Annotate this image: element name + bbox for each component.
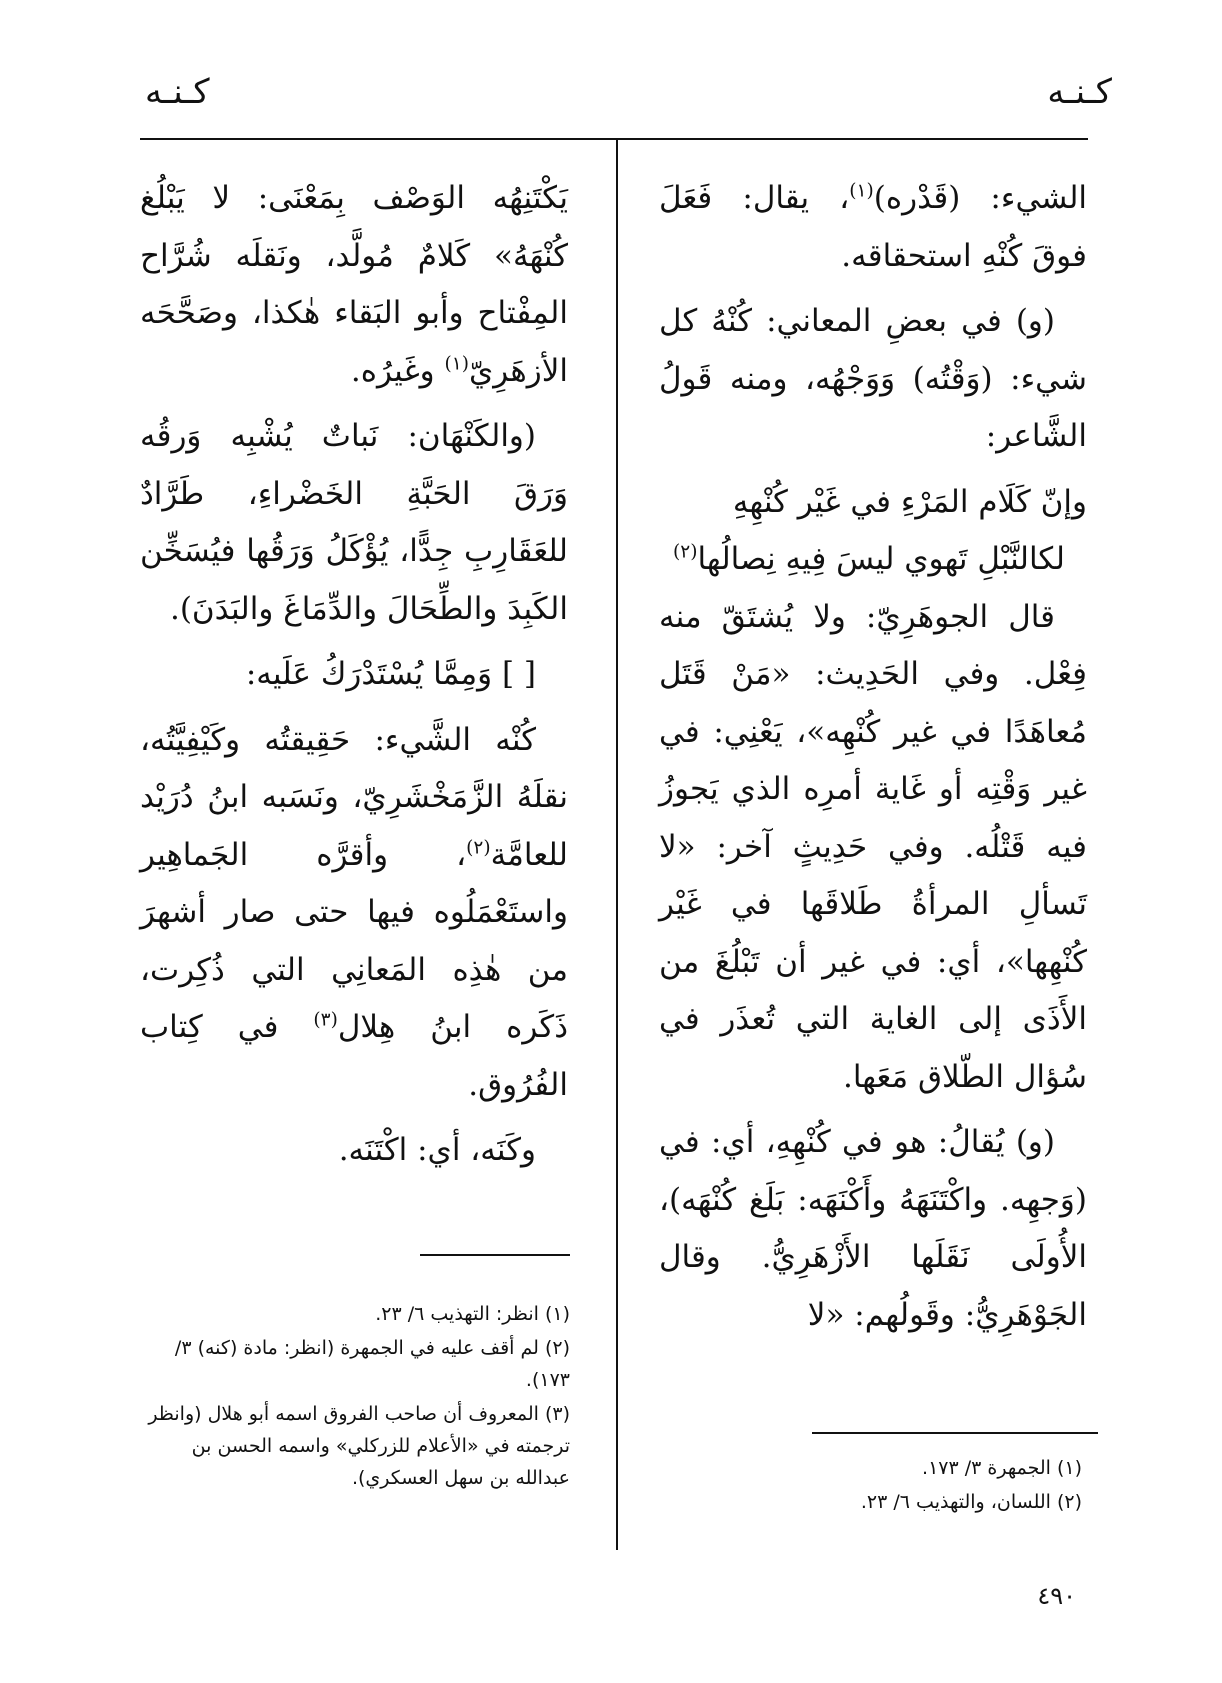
footnotes-left [140,1298,570,1496]
footnote-rule-left [420,1254,570,1256]
footnote-item [662,1486,1082,1518]
footnote-item [662,1452,1082,1484]
left-p4-text: كُنْه الشَّيء: حَقِيقتُه وكَيْفِيَّتُه، نقلَهُ الزَّمَخْشَرِيّ، ونَسَبه ابنُ دُرَيْد للعامَّة [140,721,568,873]
left-paragraph-1 [140,170,568,400]
right-paragraph-2: (و) في بعضِ المعاني: كُنْهُ كل شيء: (وَقْتُه) وَوَجْهُه، ومنه قَولُ الشَّاعر: [659,303,1087,454]
running-header-right: كـنـه [1047,72,1112,112]
footnotes-right [662,1452,1082,1520]
footnote-item [140,1332,570,1396]
right-paragraph-4: (و) يُقالُ: هو في كُنْهِهِ، أي: في (وَجهِه. واكْتَنَهَهُ وأَكْنَهَه: بَلَغ كُنْهَه)، الأُولَى نَقَلَها الأَزْهَرِيُّ. وقال الجَوْهَرِيُّ: وقَولُهم: «لا [659,1124,1087,1333]
footnote-number: (٢) [544,1337,570,1359]
right-column [659,170,1087,1352]
footnote-text: الجمهرة ٣/ ١٧٣. [922,1457,1051,1479]
left-paragraph-2: (والكَنْهَان: نَباتٌ يُشْبِه وَرقُه وَرَقَ الحَبَّةِ الخَضْراءِ، طَرَّادٌ للعَقَارِبِ جِدًّا، يُؤْكَلُ وَرَقُها فيُسَخِّن الكَبِدَ والطِّحَالَ والدِّمَاغَ والبَدَنَ). [140,418,568,627]
left-paragraph-4 [140,712,568,1115]
footnote-text: اللسان، والتهذيب ٦/ ٢٣. [860,1491,1051,1513]
footnote-number: (٣) [544,1403,570,1425]
right-p1-rest: ، يقال: فَعَلَ فوقَ كُنْهِ استحقاقه. [659,180,1087,274]
left-p1-rest: وغَيرُه. [350,352,445,389]
right-paragraph-1 [659,170,1087,285]
footnote-rule-right [812,1432,1098,1434]
footnote-ref[interactable]: (١) [849,180,874,202]
left-column [140,170,568,1188]
left-p4-mid: ، وأقرَّه الجَماهِير واستَعْمَلُوه فيها حتى صار أشهرَ من هٰذِه المَعانِي التي ذُكِرت، ذَكَره ابنُ هِلال [140,836,568,1045]
left-paragraph-3: [ ] وَمِمَّا يُسْتَدْرَكُ عَلَيه: [245,656,536,692]
footnote-number: (١) [1056,1457,1082,1479]
right-paragraph-3: قال الجوهَرِيّ: ولا يُشتَقّ منه فِعْل. وفي الحَدِيث: «مَنْ قَتَل مُعاهَدًا في غير كُنْهِه»، يَعْنِي: في غير وَقْتِه أو غَاية أمرِه الذي يَجوزُ فيه قَتْلُه. وفي حَدِيثٍ آخر: «لا تَسألِ المرأةُ طَلاقَها في غَيْر كُنْهِها»، أي: في غير أن تَبْلُغَ من الأَذَى إلى الغاية التي تُعذَر في سُؤال الطّلاق مَعَها. [659,598,1087,1095]
footnote-text: انظر: التهذيب ٦/ ٢٣. [375,1303,539,1325]
footnote-item [140,1398,570,1494]
verse-line-2 [659,531,1087,589]
right-p1-text: الشيء: (قَدْره) [873,180,1088,216]
left-p4-rest: في كِتاب الفُرُوق. [140,1009,568,1103]
footnote-text: المعروف أن صاحب الفروق اسمه أبو هلال (وانظر ترجمته في «الأعلام للزركلي» واسمه الحسن بن عبدالله بن سهل العسكري). [148,1403,570,1489]
header-rule [140,138,1088,140]
column-divider [616,140,618,1550]
running-header-left: كـنـه [145,72,210,112]
footnote-ref[interactable]: (٢) [672,541,698,563]
footnote-ref[interactable]: (٣) [313,1009,338,1031]
footnote-number: (٢) [1056,1491,1082,1513]
verse-line-2-text: لكالنَّبْلِ تَهوي ليسَ فِيهِ نِصالُها [697,541,1065,577]
footnote-ref[interactable]: (١) [444,353,470,375]
left-paragraph-5: وكَنَه، أي: اكْتَنَه. [338,1132,536,1168]
verse-line-1: وإنّ كَلَام المَرْءِ في غَيْر كُنْهِهِ [732,483,1087,520]
footnote-number: (١) [544,1303,570,1325]
footnote-ref[interactable]: (٢) [466,837,491,859]
page-number: ٤٩٠ [1037,1582,1076,1610]
left-p1-text: يَكْتَنِهُه الوَصْف بِمَعْنَى: لا يَبْلُغ كُنْهَهُ» كَلامٌ مُولَّد، ونَقلَه شُرَّاح المِفْتاح وأبو البَقاء هٰكذا، وصَحَّحَه الأزهَرِيّ [140,180,568,389]
footnote-item [140,1298,570,1330]
footnote-text: لم أقف عليه في الجمهرة (انظر: مادة (كنه) ٣/ ١٧٣). [174,1337,570,1391]
